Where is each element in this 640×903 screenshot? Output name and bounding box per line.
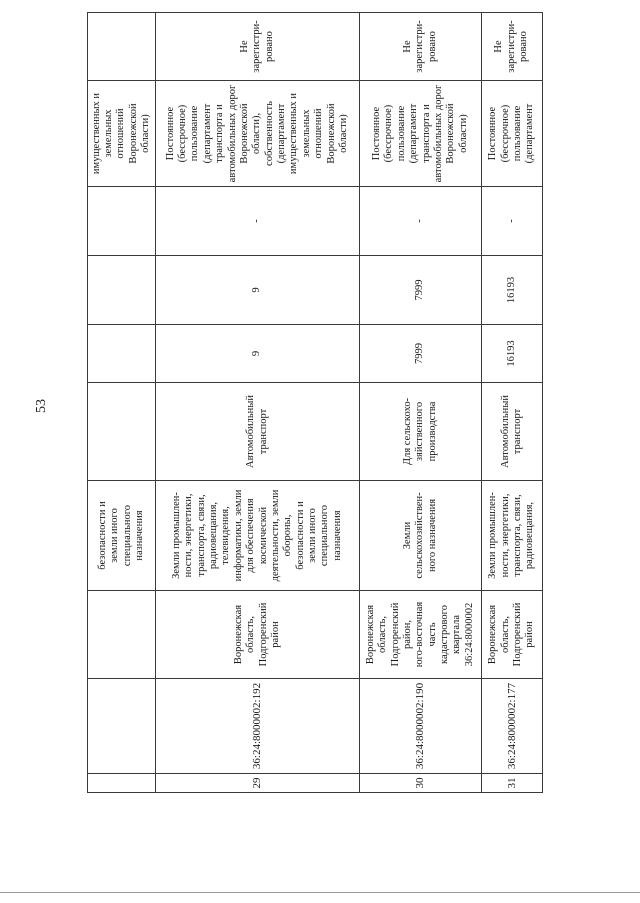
- use-cell: [156, 383, 360, 481]
- cont-category-cell: [88, 481, 156, 591]
- area2-cell: 7999: [360, 256, 482, 325]
- location-cell: [360, 591, 482, 679]
- table-row: [156, 13, 360, 793]
- encumbrance-cell: [482, 13, 543, 81]
- cadastral-number: 36:24:8000002:192: [156, 679, 360, 774]
- cont-empty-cadastral: [88, 679, 156, 774]
- use-text: Автомобильный транспорт: [245, 395, 269, 468]
- cont-rights-cell: [88, 81, 156, 187]
- area-cell: 9: [156, 325, 360, 383]
- cost-cell: -: [360, 187, 482, 256]
- rights-cell: [482, 81, 543, 187]
- table-row: [360, 13, 482, 793]
- cont-empty-encumbrance: [88, 13, 156, 81]
- encumbrance-text: Не зарегистри- ровано: [493, 20, 530, 73]
- rights-text: Постоянное (бессрочное) пользование (департамент: [487, 103, 536, 164]
- area2-cell: 9: [156, 256, 360, 325]
- encumbrance-cell: [156, 13, 360, 81]
- category-cell: [482, 481, 543, 591]
- category-text: Земли промышлен- ности, энергетики, транспорта, связи, радиовещания,: [487, 492, 536, 579]
- encumbrance-text: Не зарегистри- ровано: [238, 20, 275, 73]
- cont-empty-location: [88, 591, 156, 679]
- table-row: [482, 13, 543, 793]
- row-number: 31: [482, 774, 543, 793]
- area2-cell: 16193: [482, 256, 543, 325]
- use-text: Для сельскохо- зяйственного производства: [401, 397, 438, 466]
- category-cell: [360, 481, 482, 591]
- use-cell: [360, 383, 482, 481]
- encumbrance-cell: [360, 13, 482, 81]
- rights-cell: [156, 81, 360, 187]
- cont-empty-area: [88, 325, 156, 383]
- cost-cell: -: [156, 187, 360, 256]
- location-text: Воронежская область, Подгоренский район, юго-восточная часть кадастрового квартала 36:24:8000002: [364, 601, 475, 668]
- cont-rights-text: имущественных и земельных отношений Воронежской области): [90, 92, 152, 175]
- location-text: Воронежская область, Подгоренский район: [487, 602, 536, 667]
- cadastral-number: 36:24:8000002:177: [482, 679, 543, 774]
- location-cell: [156, 591, 360, 679]
- location-cell: [482, 591, 543, 679]
- area-cell: 16193: [482, 325, 543, 383]
- rotated-table-container: [87, 13, 542, 793]
- cont-category-text: безопасности и земли иного специального назначения: [96, 501, 145, 570]
- rights-text: Постоянное (бессрочное) пользование (департамент транспорта и автомобильных дорог Воронежской области): [371, 84, 469, 183]
- area-cell: 7999: [360, 325, 482, 383]
- category-text: Земли промышлен- ности, энергетики, транспорта, связи, радиовещания, телевидения, информатики, земли для обеспечения космической деятельности, земли обороны, безопасности и земли иного специального назначения: [170, 489, 343, 582]
- page-number: 53: [34, 399, 49, 413]
- use-cell: [482, 383, 543, 481]
- continuation-row: [88, 13, 156, 793]
- row-number: 30: [360, 774, 482, 793]
- rights-cell: [360, 81, 482, 187]
- category-text: Земли сельскохозяйствен- ного назначения: [401, 492, 438, 579]
- cont-empty-use: [88, 383, 156, 481]
- cont-empty-cost: [88, 187, 156, 256]
- category-cell: [156, 481, 360, 591]
- cont-empty-num: [88, 774, 156, 793]
- row-number: 29: [156, 774, 360, 793]
- cont-empty-area2: [88, 256, 156, 325]
- cadastral-number: 36:24:8000002:190: [360, 679, 482, 774]
- rights-text: Постоянное (бессрочное) пользование (департамент транспорта и автомобильных дорог Воронежской области), собственность (департамент имущественных и земельных отношений Воронежской области): [164, 84, 349, 183]
- land-registry-table: [87, 12, 543, 793]
- cost-cell: -: [482, 187, 543, 256]
- scan-edge-line: [0, 892, 640, 893]
- use-text: Автомобильный транспорт: [499, 395, 523, 468]
- location-text: Воронежская область, Подгоренский район: [232, 602, 281, 667]
- encumbrance-text: Не зарегистри- ровано: [401, 20, 438, 73]
